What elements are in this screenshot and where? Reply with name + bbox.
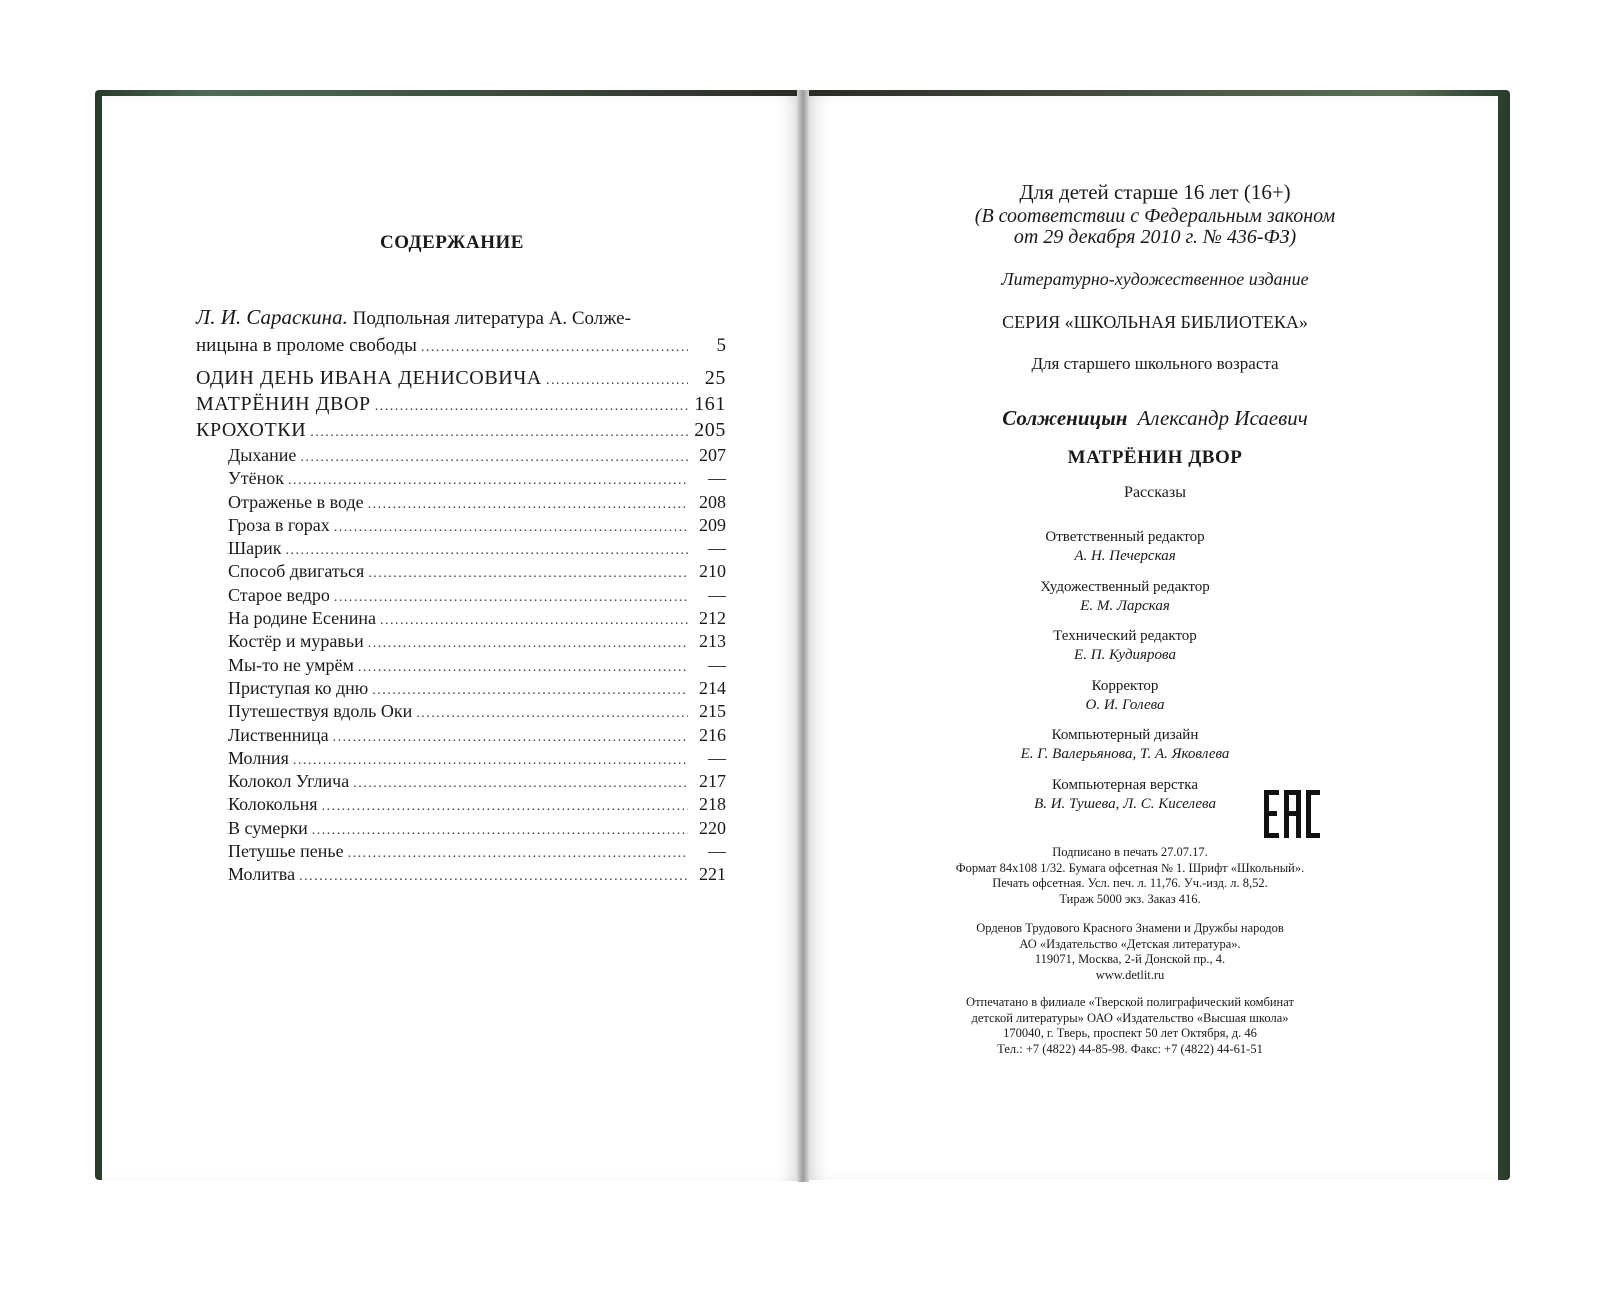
krokhotka-page-number: — (708, 654, 726, 675)
credit-role: Ответственный редактор (1045, 529, 1205, 545)
major-work-entry (196, 419, 726, 445)
toc-intro-entry (196, 304, 726, 361)
krokhotka-entry (228, 492, 726, 515)
major-work-title: КРОХОТКИ (196, 419, 307, 441)
credit-item (810, 626, 1440, 676)
krokhotka-page-number: 220 (699, 817, 726, 838)
leader-dots (299, 869, 688, 885)
leader-dots (421, 334, 688, 361)
krokhotka-title: Приступая ко дню (228, 677, 369, 698)
credit-name: О. И. Голева (1085, 696, 1165, 713)
credit-name: А. Н. Печерская (1074, 548, 1176, 564)
krokhotka-title: Гроза в горах (228, 514, 330, 535)
major-work-page-number: 25 (704, 367, 726, 389)
leader-dots (322, 799, 688, 815)
leader-dots (300, 450, 688, 466)
krokhotka-title: Старое ведро (228, 584, 330, 605)
krokhotka-title: Способ двигаться (228, 561, 365, 582)
krokhotka-entry (228, 864, 726, 887)
intro-author: Л. И. Сараскина. (196, 305, 348, 329)
leader-dots (375, 399, 688, 415)
krokhotka-entry (228, 561, 726, 584)
credits-list (810, 527, 1440, 824)
credit-role: Корректор (1091, 677, 1159, 694)
major-work-page-number: 205 (694, 419, 726, 441)
krokhotka-entry (228, 748, 726, 771)
leader-dots (368, 566, 688, 582)
credit-item (810, 775, 1440, 825)
book-genre: Рассказы (1124, 484, 1186, 501)
krokhotka-page-number: 218 (699, 794, 726, 815)
credit-role: Художественный редактор (1040, 578, 1210, 595)
krokhotka-page-number: 214 (699, 677, 726, 698)
krokhotka-title: Колокол Углича (228, 771, 350, 792)
leader-dots (348, 846, 688, 862)
age-rating-line2: (В соответствии с Федеральным законом (974, 205, 1336, 227)
credit-item (810, 676, 1440, 726)
krokhotka-title: Молитва (228, 864, 296, 885)
print-info-line: Печать офсетная. Усл. печ. л. 11,76. Уч.-изд. л. 8,52. (992, 876, 1268, 890)
credit-item (810, 577, 1440, 627)
krokhotka-entry (228, 631, 726, 654)
krokhotka-page-number: 216 (699, 724, 726, 745)
printer-info (810, 995, 1450, 1057)
krokhotka-title: Утёнок (228, 468, 284, 489)
leader-dots (380, 613, 688, 629)
leader-dots (416, 706, 688, 722)
eac-mark-icon (1262, 788, 1322, 840)
krokhotka-page-number: 207 (699, 445, 726, 465)
krokhotka-page-number: 217 (699, 771, 726, 792)
major-work-entry (196, 393, 726, 419)
credit-role: Компьютерный дизайн (1051, 727, 1199, 743)
major-work-title: МАТРЁНИН ДВОР (196, 393, 371, 415)
printer-info-line: Тел.: +7 (4822) 44-85-98. Факс: +7 (4822) 44-61-51 (997, 1041, 1263, 1056)
krokhotka-page-number: — (708, 538, 726, 559)
leader-dots (333, 730, 688, 746)
krokhotka-entry (228, 701, 726, 724)
leader-dots (368, 636, 688, 652)
audience: Для старшего школьного возраста (1031, 354, 1279, 373)
krokhotka-title: Отраженье в воде (228, 491, 364, 512)
krokhotka-entry (228, 725, 726, 748)
publisher-info-line: www.detlit.ru (1095, 967, 1165, 982)
credit-item (810, 725, 1440, 775)
krokhotka-entry (228, 818, 726, 841)
book-author (810, 406, 1500, 431)
book-title: МАТРЁНИН ДВОР (1067, 447, 1243, 468)
leader-dots (288, 473, 688, 489)
krokhotka-page-number: — (708, 584, 726, 605)
intro-title-line1: Подпольная литература А. Солже- (347, 308, 631, 329)
print-info-line: Формат 84x108 1/32. Бумага офсетная № 1. Шрифт «Школьный». (955, 860, 1305, 875)
krokhotka-page-number: 210 (699, 561, 726, 582)
krokhotka-page-number: 215 (699, 701, 726, 722)
credit-name: Е. Г. Валерьянова, Т. А. Яковлева (1020, 746, 1230, 762)
krokhotka-entry (228, 841, 726, 864)
author-last-name: Солженицын (1002, 406, 1128, 430)
toc-heading: СОДЕРЖАНИЕ (380, 232, 524, 253)
krokhotka-title: Дыхание (228, 445, 297, 465)
krokhotka-entry (228, 794, 726, 817)
krokhotka-page-number: 209 (699, 514, 726, 535)
krokhotka-entry (228, 538, 726, 561)
major-work-page-number: 161 (694, 393, 726, 415)
credit-name: Е. М. Ларская (1080, 597, 1170, 614)
leader-dots (312, 823, 688, 839)
leader-dots (310, 425, 688, 441)
krokhotka-title: Колокольня (228, 794, 318, 815)
krokhotka-title: Молния (228, 747, 289, 768)
krokhotka-page-number: 221 (699, 864, 726, 885)
krokhotka-title: На родине Есенина (228, 608, 376, 629)
krokhotka-entry (228, 468, 726, 491)
print-info-line: Подписано в печать 27.07.17. (1052, 845, 1208, 859)
krokhotka-title: Шарик (228, 538, 282, 559)
leader-dots (372, 683, 688, 699)
age-rating-line3: от 29 декабря 2010 г. № 436-ФЗ) (1013, 226, 1297, 248)
krokhotka-page-number: — (708, 468, 726, 489)
krokhotka-entry (228, 655, 726, 678)
author-first-name: Александр Исаевич (1137, 406, 1308, 430)
krokhotki-list (196, 445, 726, 888)
age-rating-line1: Для детей старше 16 лет (16+) (1019, 180, 1291, 204)
krokhotka-entry (228, 585, 726, 608)
publisher-info-line: 119071, Москва, 2-й Донской пр., 4. (1034, 952, 1226, 966)
leader-dots (293, 753, 688, 769)
major-work-entry (196, 367, 726, 393)
krokhotka-title: В сумерки (228, 817, 308, 838)
credit-item (810, 527, 1440, 577)
krokhotka-entry (228, 515, 726, 538)
print-info (810, 845, 1450, 907)
krokhotka-entry (228, 608, 726, 631)
krokhotka-page-number: — (708, 841, 726, 862)
edition-type: Литературно-художественное издание (1001, 269, 1309, 289)
krokhotka-page-number: 208 (699, 491, 726, 512)
credit-name: В. И. Тушева, Л. С. Киселева (1034, 795, 1216, 812)
krokhotka-entry (228, 678, 726, 701)
print-info-line: Тираж 5000 экз. Заказ 416. (1059, 891, 1201, 906)
leader-dots (546, 373, 688, 389)
credit-role: Технический редактор (1053, 628, 1197, 644)
krokhotka-page-number: 212 (699, 608, 726, 629)
leader-dots (334, 590, 688, 606)
krokhotka-page-number: 213 (699, 631, 726, 652)
intro-title-line2: ницына в проломе свободы (196, 335, 417, 356)
publisher-info-line: Орденов Трудового Красного Знамени и Дружбы народов (976, 921, 1284, 935)
krokhotka-entry (228, 771, 726, 794)
krokhotka-title: Мы-то не умрём (228, 654, 354, 675)
krokhotka-title: Костёр и муравьи (228, 631, 364, 652)
printer-info-line: Отпечатано в филиале «Тверской полиграфический комбинат (966, 995, 1294, 1009)
leader-dots (368, 497, 688, 513)
krokhotka-title: Лиственница (228, 724, 329, 745)
leader-dots (358, 660, 688, 676)
series-name: СЕРИЯ «ШКОЛЬНАЯ БИБЛИОТЕКА» (1002, 312, 1308, 332)
leader-dots (334, 520, 688, 536)
printer-info-line: детской литературы» ОАО «Издательство «Высшая школа» (971, 1010, 1289, 1025)
intro-page-number: 5 (716, 335, 726, 356)
leader-dots (353, 776, 688, 792)
printer-info-line: 170040, г. Тверь, проспект 50 лет Октября, д. 46 (1003, 1026, 1257, 1040)
krokhotka-page-number: — (708, 747, 726, 768)
publisher-info (810, 921, 1450, 983)
krokhotka-title: Петушье пенье (228, 841, 344, 862)
publisher-info-line: АО «Издательство «Детская литература». (1019, 936, 1241, 951)
leader-dots (286, 543, 688, 559)
credit-name: Е. П. Кудиярова (1074, 647, 1176, 663)
credit-role: Компьютерная верстка (1052, 776, 1198, 793)
krokhotka-title: Путешествуя вдоль Оки (228, 701, 413, 722)
table-of-contents (196, 304, 726, 888)
major-work-title: ОДИН ДЕНЬ ИВАНА ДЕНИСОВИЧА (196, 367, 542, 389)
major-works-list (196, 367, 726, 445)
krokhotka-entry (228, 445, 726, 468)
